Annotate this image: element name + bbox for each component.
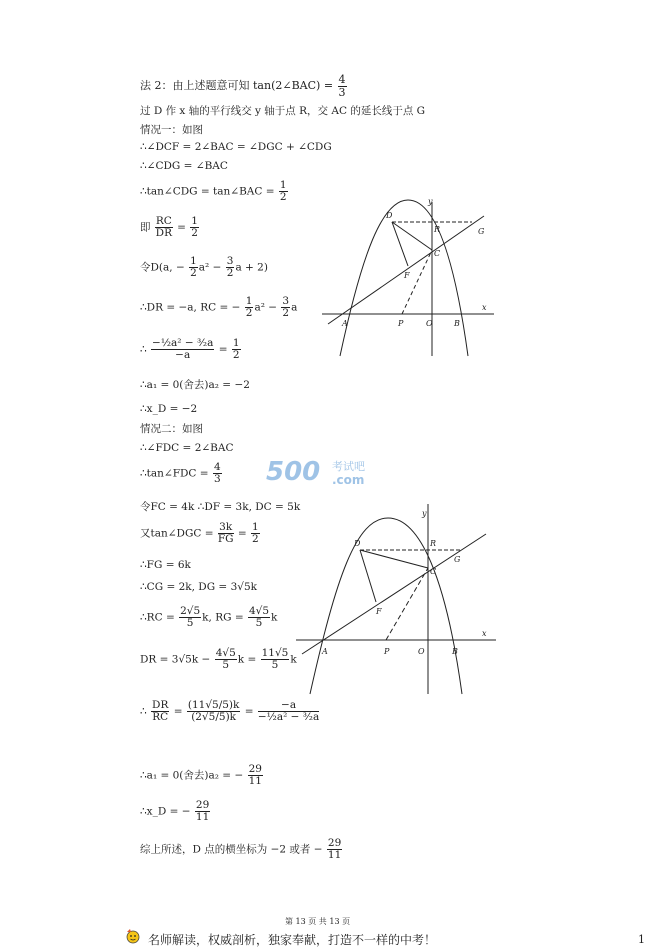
segment-DC [360,550,428,568]
method2-prefix: 法 2：由上述题意可知 [140,79,250,93]
fraction-den: 5 [271,659,279,672]
label-P: P [384,647,390,656]
fraction [189,256,198,279]
site-watermark [262,450,392,494]
label-B: B [452,647,458,656]
label-A: A [342,319,348,328]
fraction-den: 5 [255,617,263,630]
fraction-num: (11√5/5)k [187,699,240,711]
label-F: F [376,607,382,616]
line-AG [302,534,486,654]
fraction [213,462,222,485]
watermark-logo: 500 [266,457,321,487]
label-A: A [322,647,328,656]
case2-step10 [140,764,264,787]
label-P: P [398,319,404,328]
fraction-den: 2 [232,349,240,362]
expr: ∴RC = [140,611,175,624]
expr: ∴x_D = − [140,805,191,818]
fraction-den: 5 [186,617,194,630]
fraction-den: DR [155,227,172,240]
expr: a + 2) [235,261,268,274]
conclusion [140,838,343,861]
fraction-den: 2 [252,533,259,546]
fraction-num: 1 [191,215,198,227]
case1-step5 [140,256,268,279]
fraction-num: −a [258,700,319,712]
fraction [179,606,201,629]
label-O: O [426,319,433,328]
equals: = [218,343,228,356]
fraction [187,700,241,723]
label-C: C [434,249,441,258]
case1-step8: ∴a₁ = 0(舍去)a₂ = −2 [140,379,250,391]
fraction-num: 11√5 [261,647,289,659]
fraction [248,606,270,629]
fraction-num: 4√5 [248,605,270,617]
segment-PC [402,250,432,314]
expr: ∴a₁ = 0(舍去)a₂ = − [140,769,244,782]
fraction-den: 2 [190,267,197,280]
label-y: y [428,197,433,206]
fraction-den: 2 [279,191,287,204]
case2-step3: 令FC = 4k ∴DF = 3k, DC = 5k [140,501,301,513]
expr: k, RG = [202,611,244,624]
fraction-den: 2 [191,227,198,240]
expr: ∴DR = −a, RC = − [140,301,241,314]
label-R: R [434,225,441,234]
expr: k = [237,653,257,666]
geometry-figure-2 [296,498,502,698]
footer-slogan: 名师解读，权威剖析，独家奉献，打造不一样的中考！ [148,933,437,947]
fraction-den: 2 [226,267,234,280]
fraction-num: DR [152,699,169,711]
fraction-num: 29 [248,763,262,775]
method2-intro [140,74,348,98]
expr: k [290,653,297,666]
fraction-num: RC [155,215,172,227]
label-G: G [478,227,485,236]
fraction-den: −½a² − ³⁄₂a [257,711,320,724]
fraction [327,838,342,861]
geometry-figure-1 [322,194,498,360]
smiley-logo-icon [124,928,142,944]
case2-step7 [140,606,277,629]
case1-step6 [140,296,297,319]
fraction-num: 1 [245,295,253,307]
watermark-domain: .com [332,473,365,487]
label-R: R [430,539,437,548]
case1-heading: 情况一：如图 [140,124,203,136]
expr: ∴tan∠FDC = [140,467,209,480]
fraction [258,700,319,723]
case2-step1: ∴∠FDC = 2∠BAC [140,442,234,454]
equals: = [173,705,183,718]
fraction-den: 2 [282,307,290,320]
fraction-den: 5 [222,659,230,672]
fraction-num: 4√5 [215,647,236,659]
label-G: G [454,555,461,564]
fraction [155,216,173,239]
case2-step8 [140,648,297,671]
fraction-num: 1 [252,521,259,533]
expr: 令D [140,261,159,274]
case2-step2 [140,462,223,485]
fraction [215,648,237,671]
fraction [190,216,199,239]
label-x: x [482,303,487,312]
fraction-den: (2√5/5)k [191,711,237,724]
segment-PC [386,568,428,640]
fraction-num: 2√5 [180,605,201,617]
fraction-den: FG [217,533,234,546]
case1-step7 [140,338,242,361]
expr: 又tan∠DGC = [140,527,214,540]
label-x: x [482,629,487,638]
fraction-num: 3 [226,255,234,267]
expr: a [291,301,298,314]
parabola [310,518,462,694]
case2-step11 [140,800,211,823]
fraction [251,522,260,545]
expr: 即 [140,221,151,234]
fraction [279,180,288,203]
label-D: D [354,539,361,548]
equals: = [177,221,186,234]
case1-step3 [140,180,289,203]
label-F: F [404,271,410,280]
fraction-num: 29 [195,799,210,811]
case2-heading: 情况二：如图 [140,423,203,435]
page-counter: 第 13 页 共 13 页 [285,917,351,926]
fraction-num: 3 [282,295,290,307]
fraction-num: 4 [213,461,221,473]
expr: (a, − [158,261,185,274]
expr: a² − [254,301,278,314]
case2-step9 [140,700,320,723]
fraction-num: 29 [327,837,342,849]
fraction [248,764,263,787]
label-O: O [418,647,425,656]
expr: DR = 3√5k − [140,653,211,666]
tan-arg: (2∠BAC) = [271,79,334,93]
fraction-num: 3k [219,521,233,533]
fraction-num: −½a² − ³⁄₂a [152,337,214,349]
fraction-den: 11 [195,811,210,824]
case2-step6: ∴CG = 2k, DG = 3√5k [140,581,257,593]
fraction-num: 4 [338,73,346,86]
construction-text: 过 D 作 x 轴的平行线交 y 轴于点 R，交 AC 的延长线于点 G [140,105,426,117]
label-C: C [430,567,437,576]
fraction [218,522,234,545]
case1-step2: ∴∠CDG = ∠BAC [140,160,228,172]
fraction-den: 3 [338,85,346,99]
fraction-den: 11 [248,775,262,788]
case2-step4 [140,522,261,545]
segment-DF [392,222,408,266]
label-y: y [422,509,427,518]
label-D: D [386,211,393,220]
fraction [338,74,347,98]
case1-step4 [140,216,200,239]
fraction-num: 1 [232,337,240,349]
fraction [226,256,235,279]
fraction-den: 2 [245,307,253,320]
label-B: B [454,319,460,328]
case1-step1: ∴∠DCF = 2∠BAC = ∠DGC + ∠CDG [140,141,332,153]
fraction [151,338,214,361]
expr: ∴ [140,343,147,356]
tan-label: tan [253,79,272,93]
fraction-num: 1 [190,255,197,267]
watermark-site: 考试吧 [332,460,365,473]
page-number: 1 [638,933,645,946]
expr: k [271,611,278,624]
fraction-den: 11 [327,849,342,862]
segment-DC [392,222,432,250]
fraction [232,338,241,361]
fraction [281,296,290,319]
case2-step5: ∴FG = 6k [140,559,191,571]
fraction [151,700,169,723]
expr: a² − [198,261,222,274]
fraction-den: 3 [213,473,221,486]
case1-step9: ∴x_D = −2 [140,403,198,415]
expr: ∴ [140,705,147,718]
fraction [195,800,210,823]
fraction-den: −a [175,349,191,362]
expr: ∴tan∠CDG = tan∠BAC = [140,185,275,198]
fraction [245,296,254,319]
equals: = [237,527,247,540]
segment-DF [360,550,376,602]
expr: 综上所述，D 点的横坐标为 −2 或者 − [140,843,323,856]
equals: = [244,705,254,718]
fraction [261,648,290,671]
fraction-num: 1 [279,179,287,191]
fraction-den: RC [152,711,169,724]
